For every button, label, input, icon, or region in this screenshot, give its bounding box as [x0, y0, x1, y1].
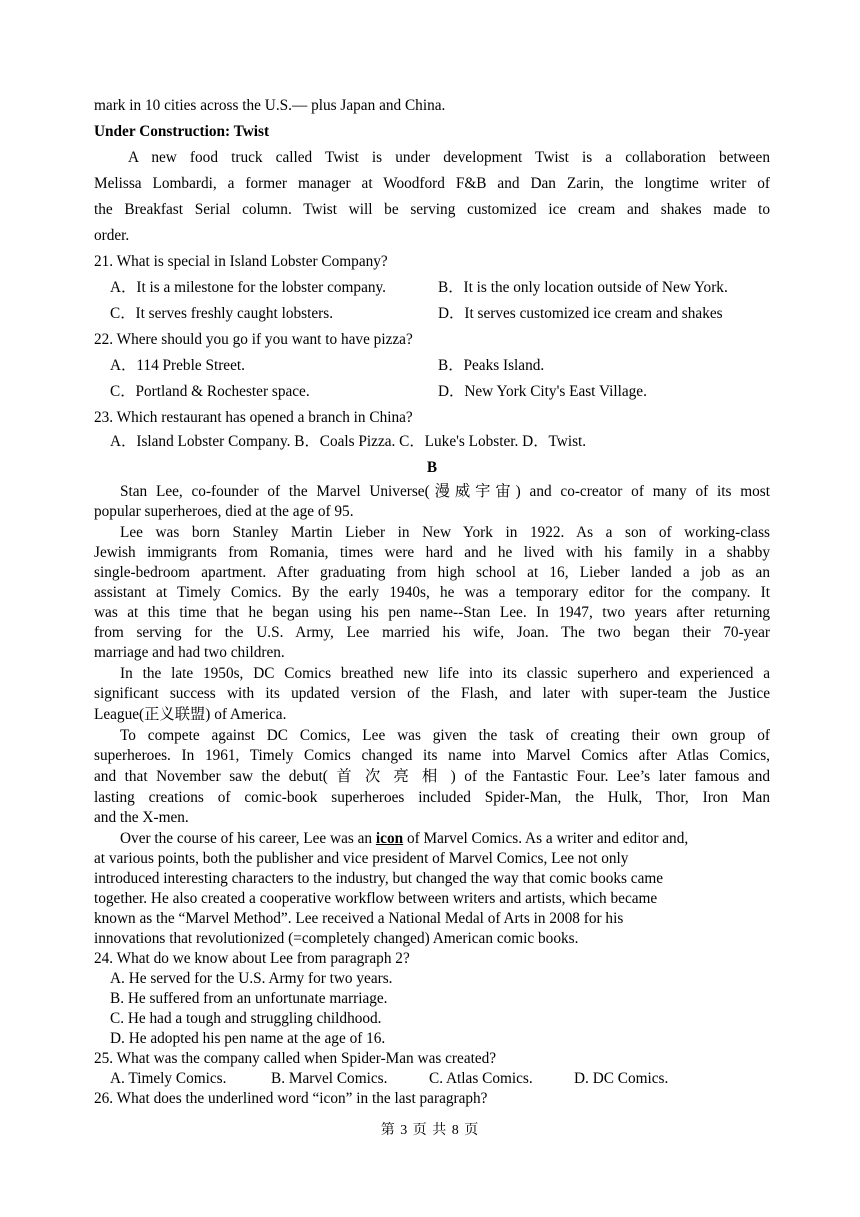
p5-line: introduced interesting characters to the industry, but changed the way that comic books came — [94, 870, 664, 887]
p4-line: and that November saw the debut( 首 次 亮 相 ) of the Fantastic Four. Lee’s later famous and — [94, 768, 770, 785]
continued-line: mark in 10 cities across the U.S.— plus Japan and China. — [94, 97, 446, 114]
p1-line: Stan Lee, co-founder of the Marvel Universe(漫威宇宙) and co-creator of many of its most — [120, 483, 770, 500]
p2-line: Jewish immigrants from Romania, times were hard and he lived with his family in a shabby — [94, 544, 770, 561]
p4-line: To compete against DC Comics, Lee was given the task of creating their own group of — [120, 727, 770, 744]
q24-option-a: A. He served for the U.S. Army for two years. — [110, 970, 393, 987]
p1-line: popular superheroes, died at the age of 95. — [94, 503, 354, 520]
q24-option-d: D. He adopted his pen name at the age of 16. — [110, 1030, 386, 1047]
twist-para-line: order. — [94, 227, 130, 244]
question-25: 25. What was the company called when Spider-Man was created? — [94, 1050, 497, 1067]
q24-option-c: C. He had a tough and struggling childhood. — [110, 1010, 382, 1027]
twist-heading: Under Construction: Twist — [94, 123, 270, 140]
q21-option-b: B．It is the only location outside of New York. — [438, 279, 728, 296]
q25-option-c: C. Atlas Comics. — [429, 1070, 533, 1087]
section-b-heading: B — [426, 459, 438, 476]
question-23: 23. Which restaurant has opened a branch in China? — [94, 409, 413, 426]
q22-option-d: D．New York City's East Village. — [438, 383, 647, 400]
p5-line: innovations that revolutionized (=completely changed) American comic books. — [94, 930, 579, 947]
p5-pre: Over the course of his career, Lee was an — [120, 830, 376, 847]
p2-line: was at this time that he began using his pen name--Stan Lee. In 1947, two years after returning — [94, 604, 770, 621]
q21-option-d: D．It serves customized ice cream and shakes — [438, 305, 723, 322]
q22-option-a: A．114 Preble Street. — [110, 357, 245, 374]
q24-option-b: B. He suffered from an unfortunate marriage. — [110, 990, 388, 1007]
p2-line: from serving for the U.S. Army, Lee married his wife, Joan. The two began their 70-year — [94, 624, 770, 641]
p2-line: assistant at Timely Comics. By the early 1940s, he was a temporary editor for the company. It — [94, 584, 770, 601]
q25-option-b: B. Marvel Comics. — [271, 1070, 388, 1087]
p5-line: at various points, both the publisher and vice president of Marvel Comics, Lee not only — [94, 850, 629, 867]
twist-para-line: the Breakfast Serial column. Twist will be serving customized ice cream and shakes made to — [94, 201, 770, 218]
p3-line: League(正义联盟) of America. — [94, 706, 287, 723]
question-26: 26. What does the underlined word “icon” in the last paragraph? — [94, 1090, 488, 1107]
twist-para-line: Melissa Lombardi, a former manager at Woodford F&B and Dan Zarin, the longtime writer of — [94, 175, 770, 192]
p5-line: known as the “Marvel Method”. Lee received a National Medal of Arts in 2008 for his — [94, 910, 624, 927]
q21-option-c: C．It serves freshly caught lobsters. — [110, 305, 334, 322]
q25-option-d: D. DC Comics. — [574, 1070, 669, 1087]
p4-line: lasting creations of comic-book superheroes included Spider-Man, the Hulk, Thor, Iron Man — [94, 789, 770, 806]
p2-line: single-bedroom apartment. After graduating from high school at 16, Lieber landed a job as an — [94, 564, 770, 581]
q25-option-a: A. Timely Comics. — [110, 1070, 227, 1087]
q23-options: A．Island Lobster Company. B．Coals Pizza. C．Luke's Lobster. D．Twist. — [110, 433, 587, 450]
p3-line: In the late 1950s, DC Comics breathed new life into its classic superhero and experienced a — [120, 665, 770, 682]
p5-line: together. He also created a cooperative workflow between writers and artists, which became — [94, 890, 658, 907]
p5-post: of Marvel Comics. As a writer and editor and, — [403, 830, 689, 847]
icon-word: icon — [375, 830, 404, 847]
q22-option-b: B．Peaks Island. — [438, 357, 545, 374]
question-21: 21. What is special in Island Lobster Company? — [94, 253, 388, 270]
question-22: 22. Where should you go if you want to have pizza? — [94, 331, 413, 348]
q22-option-c: C．Portland & Rochester space. — [110, 383, 310, 400]
twist-para-line: A new food truck called Twist is under development Twist is a collaboration between — [128, 149, 770, 166]
p5-line — [120, 829, 688, 849]
p2-line: marriage and had two children. — [94, 644, 285, 661]
page-footer: 第 3 页 共 8 页 — [380, 1123, 480, 1138]
question-24: 24. What do we know about Lee from paragraph 2? — [94, 950, 410, 967]
q21-option-a: A．It is a milestone for the lobster company. — [110, 279, 386, 296]
p4-line: and the X-men. — [94, 809, 189, 826]
p3-line: significant success with its updated version of the Flash, and later with super-team the Justice — [94, 685, 770, 702]
p2-line: Lee was born Stanley Martin Lieber in New York in 1922. As a son of working-class — [120, 524, 770, 541]
p4-line: superheroes. In 1961, Timely Comics changed its name into Marvel Comics after Atlas Comics, — [94, 747, 770, 764]
